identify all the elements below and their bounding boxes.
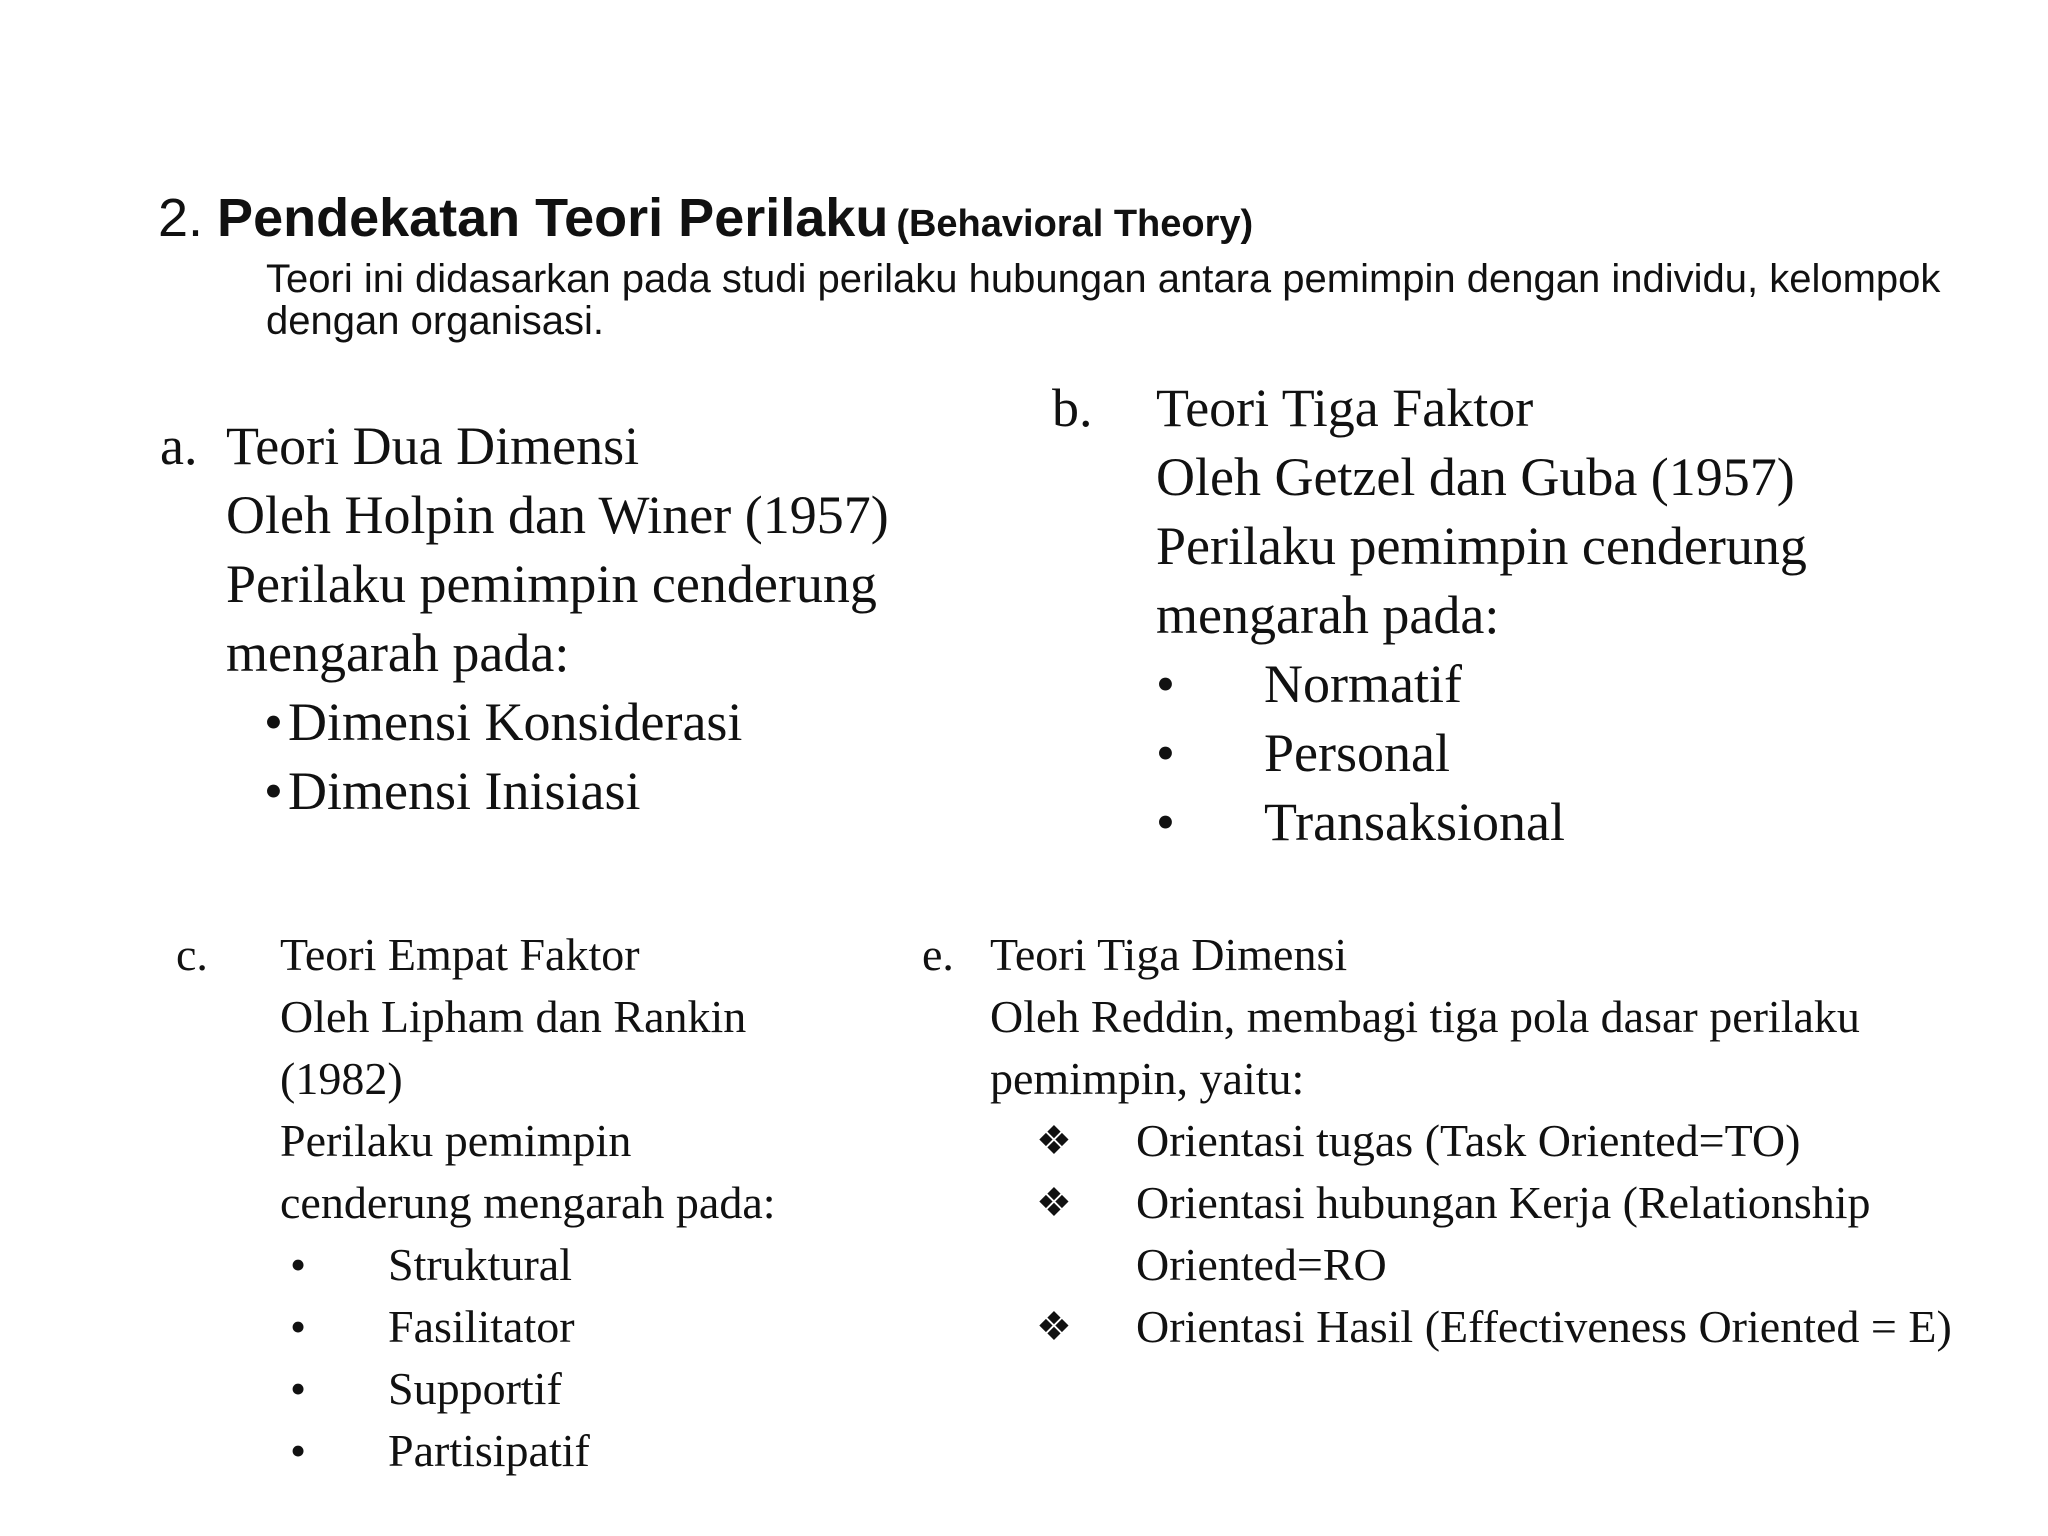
heading-title: Pendekatan Teori Perilaku	[217, 188, 889, 248]
list-item-text: Supportif	[388, 1363, 562, 1414]
section-a-body	[226, 412, 889, 826]
bullet-icon: •	[1156, 792, 1175, 852]
section-e-title: Teori Tiga Dimensi	[990, 929, 1348, 980]
section-a-author: Oleh Holpin dan Winer (1957)	[226, 485, 889, 545]
section-c-year: (1982)	[280, 1053, 403, 1104]
list-item	[226, 757, 889, 826]
heading-number: 2.	[158, 188, 204, 248]
bullet-icon: •	[264, 692, 283, 752]
list-item-text: Partisipatif	[388, 1425, 590, 1476]
list-item-text: Orientasi tugas (Task Oriented=TO)	[1136, 1115, 1801, 1166]
list-item	[280, 1296, 840, 1358]
section-b-author: Oleh Getzel dan Guba (1957)	[1156, 447, 1795, 507]
section-a-text: Perilaku pemimpin cenderung	[226, 554, 877, 614]
list-item-text: Personal	[1264, 723, 1450, 783]
bullet-icon: •	[290, 1425, 307, 1476]
diamond-bullet-icon: ❖	[1036, 1118, 1072, 1163]
list-item	[1156, 719, 1807, 788]
list-item	[1156, 788, 1807, 857]
section-b-marker: b.	[1052, 378, 1093, 438]
list-item-text: Dimensi Inisiasi	[288, 761, 641, 821]
section-c-text: cenderung mengarah pada:	[280, 1177, 776, 1228]
section-b-text: mengarah pada:	[1156, 585, 1500, 645]
section-c-title: Teori Empat Faktor	[280, 929, 640, 980]
list-item	[990, 1172, 2030, 1296]
section-b-title: Teori Tiga Faktor	[1156, 378, 1534, 438]
diamond-bullet-icon: ❖	[1036, 1180, 1072, 1225]
list-item-text: Normatif	[1264, 654, 1462, 714]
diamond-bullet-icon: ❖	[1036, 1304, 1072, 1349]
list-item	[280, 1234, 840, 1296]
list-item-text: Transaksional	[1264, 792, 1566, 852]
section-a-title: Teori Dua Dimensi	[226, 416, 640, 476]
section-c-author: Oleh Lipham dan Rankin	[280, 991, 747, 1042]
section-b-body	[1156, 374, 1807, 857]
list-item	[1156, 650, 1807, 719]
section-e-body	[990, 924, 2030, 1358]
section-a-text: mengarah pada:	[226, 623, 570, 683]
section-c-marker: c.	[176, 929, 208, 980]
list-item	[990, 1296, 2030, 1358]
list-item-text: Orientasi Hasil (Effectiveness Oriented = E)	[1136, 1301, 1952, 1352]
section-c-text: Perilaku pemimpin	[280, 1115, 632, 1166]
bullet-icon: •	[290, 1239, 307, 1290]
section-a-marker: a.	[160, 416, 198, 476]
list-item	[280, 1358, 840, 1420]
heading-intro: Teori ini didasarkan pada studi perilaku hubungan antara pemimpin dengan individu, kelompok dengan organisasi.	[266, 257, 1941, 343]
list-item	[226, 688, 889, 757]
list-item	[990, 1110, 2030, 1172]
bullet-icon: •	[264, 761, 283, 821]
heading-subtitle: (Behavioral Theory)	[896, 203, 1254, 245]
list-item	[280, 1420, 840, 1482]
section-e-author: Oleh Reddin, membagi tiga pola dasar perilaku	[990, 991, 1860, 1042]
bullet-icon: •	[1156, 723, 1175, 783]
section-e-marker: e.	[922, 929, 954, 980]
list-item-text: Struktural	[388, 1239, 572, 1290]
list-item-text: Dimensi Konsiderasi	[288, 692, 743, 752]
bullet-icon: •	[290, 1301, 307, 1352]
bullet-icon: •	[1156, 654, 1175, 714]
slide-heading	[158, 186, 1253, 256]
section-e-text: pemimpin, yaitu:	[990, 1053, 1305, 1104]
bullet-icon: •	[290, 1363, 307, 1414]
section-b-text: Perilaku pemimpin cenderung	[1156, 516, 1807, 576]
list-item-text: Fasilitator	[388, 1301, 575, 1352]
list-item-text: Orientasi hubungan Kerja (Relationship Oriented=RO	[1136, 1177, 1871, 1290]
section-c-body	[280, 924, 840, 1482]
